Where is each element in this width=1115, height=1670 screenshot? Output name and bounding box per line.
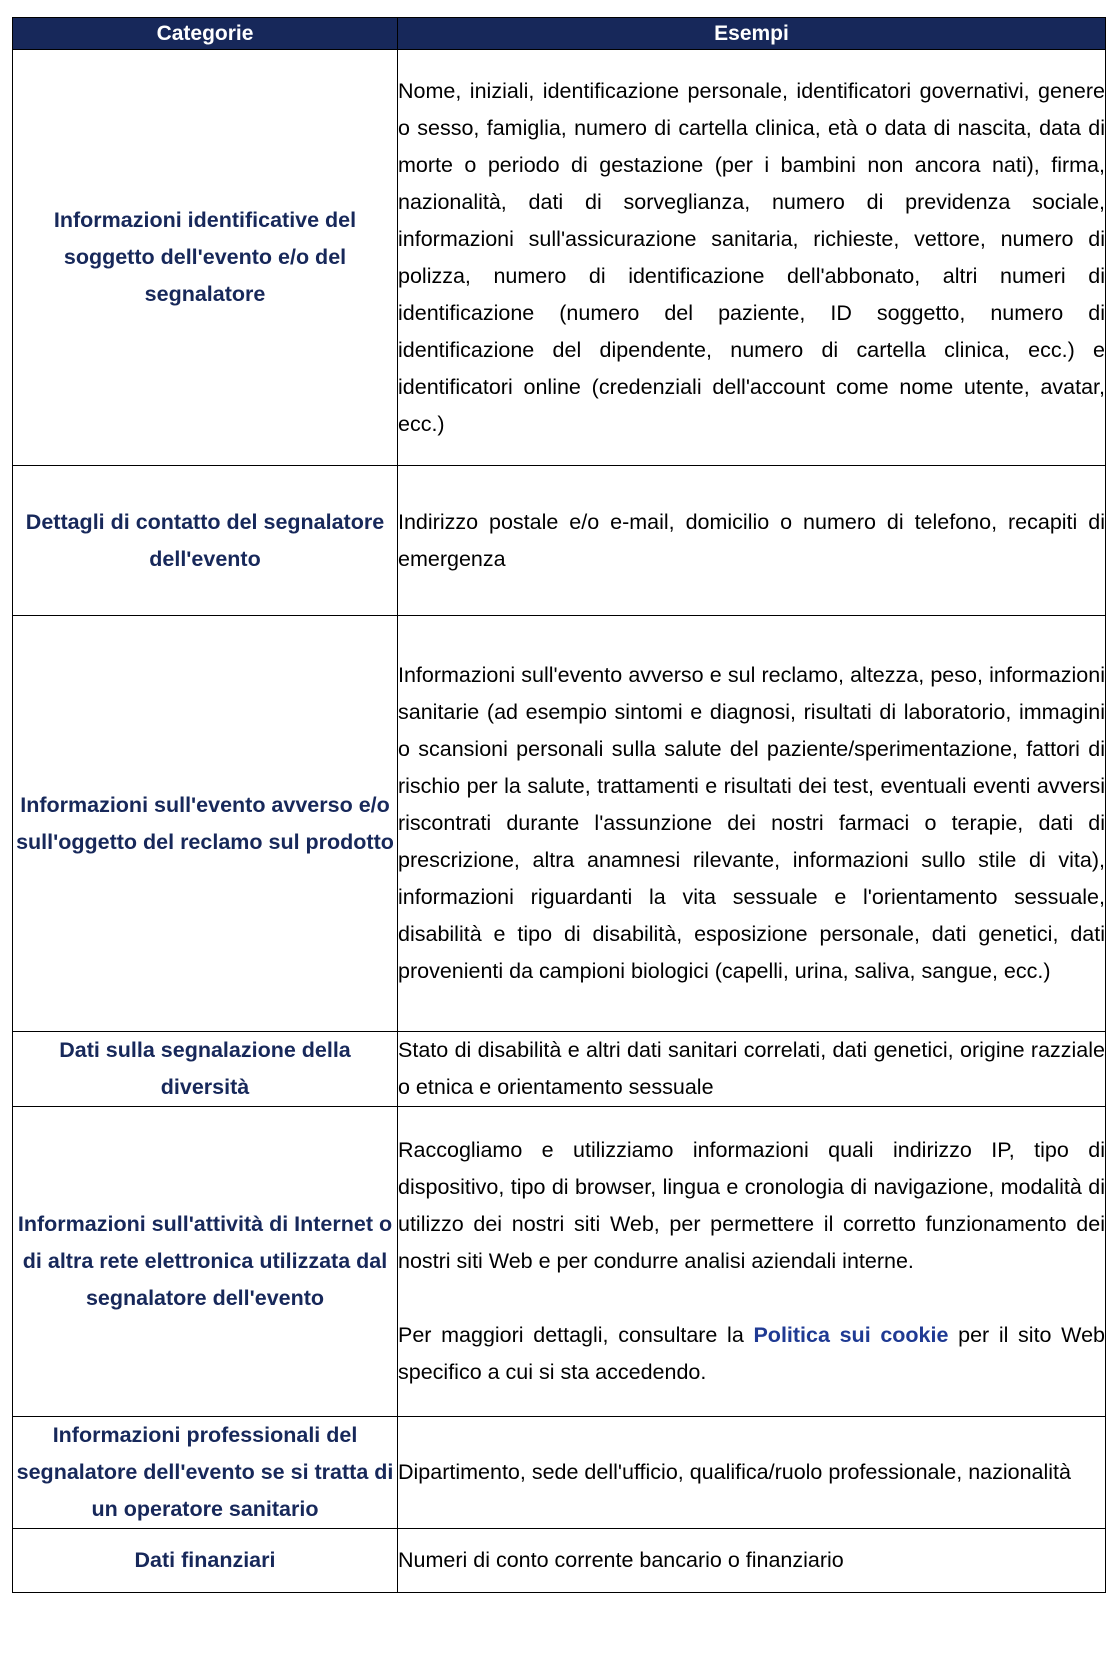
category-cell: Informazioni sull'evento avverso e/o sull'oggetto del reclamo sul prodotto (13, 616, 398, 1032)
category-cell: Dati sulla segnalazione della diversità (13, 1032, 398, 1107)
cookie-note-after: per il sito Web specifico a cui si sta accedendo. (398, 1323, 1105, 1384)
examples-cell: Stato di disabilità e altri dati sanitari correlati, dati genetici, origine razziale o etnica e orientamento sessuale (398, 1032, 1106, 1107)
table-row (13, 616, 1106, 1032)
categories-table (12, 17, 1106, 1593)
table-row (13, 1417, 1106, 1529)
examples-text: Raccogliamo e utilizziamo informazioni quali indirizzo IP, tipo di dispositivo, tipo di browser, lingua e cronologia di navigazione, modalità di utilizzo dei nostri siti Web, per permettere il corretto funzionamento dei nostri siti Web e per condurre analisi aziendali interne. (398, 1138, 1105, 1273)
cookie-note-before: Per maggiori dettagli, consultare la (398, 1323, 744, 1347)
examples-cell: Informazioni sull'evento avverso e sul reclamo, altezza, peso, informazioni sanitarie (ad esempio sintomi e diagnosi, risultati di laboratorio, immagini o scansioni personali sulla salute del paziente/sperimentazione, fattori di rischio per la salute, trattamenti e risultati dei test, eventuali eventi avversi riscontrati durante l'assunzione dei nostri farmaci o terapie, dati di prescrizione, altra anamnesi rilevante, informazioni sullo stile di vita), informazioni riguardanti la vita sessuale e l'orientamento sessuale, disabilità e tipo di disabilità, esposizione personale, dati genetici, dati provenienti da campioni biologici (capelli, urina, saliva, sangue, ecc.) (398, 616, 1106, 1032)
table-header-row (13, 18, 1106, 50)
table-row (13, 1529, 1106, 1593)
category-cell: Dettagli di contatto del segnalatore dell'evento (13, 466, 398, 616)
examples-cell: Numeri di conto corrente bancario o finanziario (398, 1529, 1106, 1593)
table-row (13, 466, 1106, 616)
category-cell: Informazioni sull'attività di Internet o di altra rete elettronica utilizzata dal segnalatore dell'evento (13, 1107, 398, 1417)
examples-cell (398, 1107, 1106, 1417)
cookie-note (398, 1317, 1105, 1391)
category-cell: Informazioni identificative del soggetto dell'evento e/o del segnalatore (13, 50, 398, 466)
table-row (13, 50, 1106, 466)
examples-cell: Dipartimento, sede dell'ufficio, qualifica/ruolo professionale, nazionalità (398, 1417, 1106, 1529)
table-row (13, 1107, 1106, 1417)
header-category: Categorie (13, 18, 398, 50)
category-cell: Informazioni professionali del segnalatore dell'evento se si tratta di un operatore sanitario (13, 1417, 398, 1529)
category-cell: Dati finanziari (13, 1529, 398, 1593)
cookie-policy-link[interactable]: Politica sui cookie (753, 1323, 949, 1347)
header-examples: Esempi (398, 18, 1106, 50)
examples-cell: Nome, iniziali, identificazione personale, identificatori governativi, genere o sesso, famiglia, numero di cartella clinica, età o data di nascita, data di morte o periodo di gestazione (per i bambini non ancora nati), firma, nazionalità, dati di sorveglianza, numero di previdenza sociale, informazioni sull'assicurazione sanitaria, richieste, vettore, numero di polizza, numero di identificazione dell'abbonato, altri numeri di identificazione (numero del paziente, ID soggetto, numero di identificazione del dipendente, numero di cartella clinica, ecc.) e identificatori online (credenziali dell'account come nome utente, avatar, ecc.) (398, 50, 1106, 466)
examples-cell: Indirizzo postale e/o e-mail, domicilio o numero di telefono, recapiti di emergenza (398, 466, 1106, 616)
table-row (13, 1032, 1106, 1107)
